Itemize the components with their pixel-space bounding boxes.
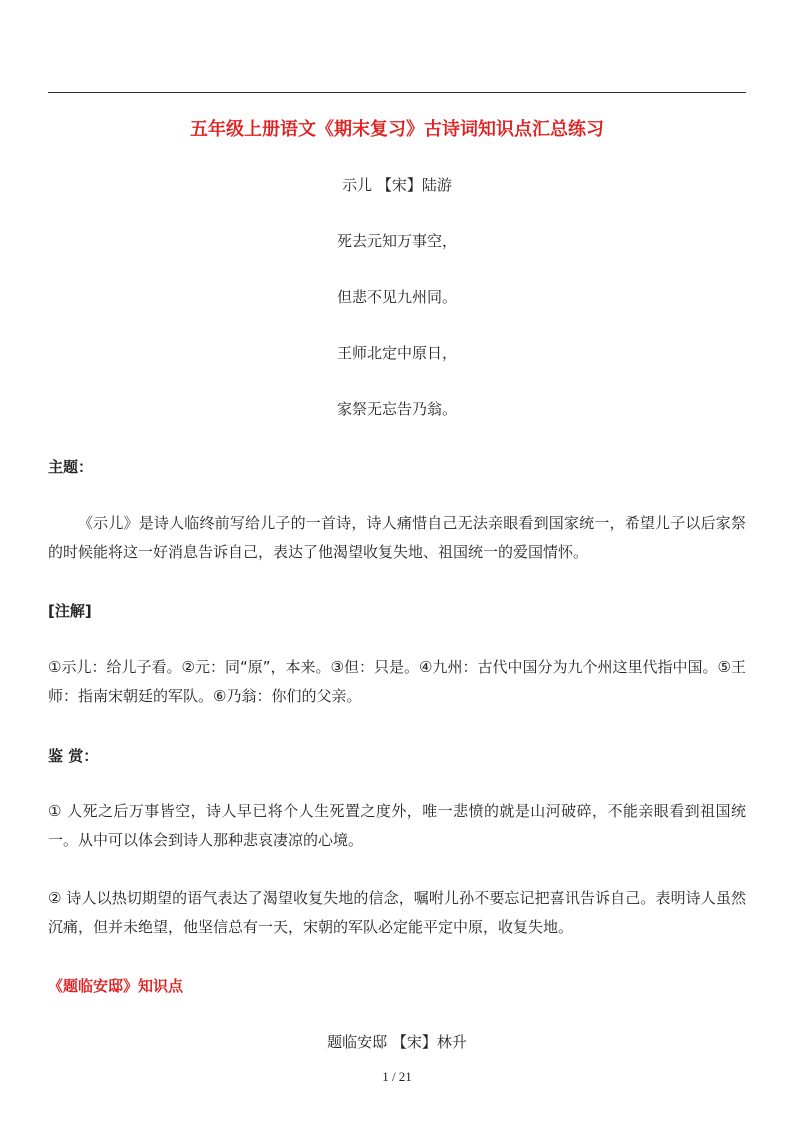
page-number: 1 / 21 [382, 1069, 412, 1084]
appreciation-item-2: ② 诗人以热切期望的语气表达了渴望收复失地的信念，嘱咐儿孙不要忘记把喜讯告诉自己。表明诗人虽然沉痛，但并未绝望，他坚信总有一天，宋朝的军队必定能平定中原，收复失地。 [48, 889, 746, 936]
poem-line-2: 但悲不见九州同。 [336, 288, 457, 306]
header-rule [48, 92, 746, 93]
poem-line-3: 王师北定中原日， [336, 344, 457, 362]
appreciation-item-1: ① 人死之后万事皆空，诗人早已将个人生死置之度外，唯一悲愤的就是山河破碎，不能亲眼看到祖国统一。从中可以体会到诗人那种悲哀凄凉的心境。 [48, 802, 746, 849]
poem-line-4: 家祭无忘告乃翁。 [336, 400, 457, 418]
document-title: 五年级上册语文《期末复习》古诗词知识点汇总练习 [190, 119, 604, 140]
theme-heading: 主题： [48, 458, 94, 476]
poem2-title-line: 题临安邸 【宋】林升 [327, 1033, 467, 1051]
notes-paragraph: ①示儿：给儿子看。②元：同“原”，本来。③但：只是。④九州：古代中国分为九个州这里代指中国。⑤王师：指南宋朝廷的军队。⑥乃翁：你们的父亲。 [48, 658, 746, 705]
appreciation-heading: 鉴 赏： [48, 747, 99, 765]
section-heading-ti-lin-an-di: 《题临安邸》知识点 [48, 977, 184, 995]
poem-line-1: 死去元知万事空， [336, 232, 457, 250]
notes-heading: [注解] [48, 602, 92, 620]
poem-title-line: 示儿 【宋】陆游 [342, 176, 452, 194]
theme-paragraph: 《示儿》是诗人临终前写给儿子的一首诗，诗人痛惜自己无法亲眼看到国家统一，希望儿子以后家祭的时候能将这一好消息告诉自己，表达了他渴望收复失地、祖国统一的爱国情怀。 [48, 514, 746, 561]
